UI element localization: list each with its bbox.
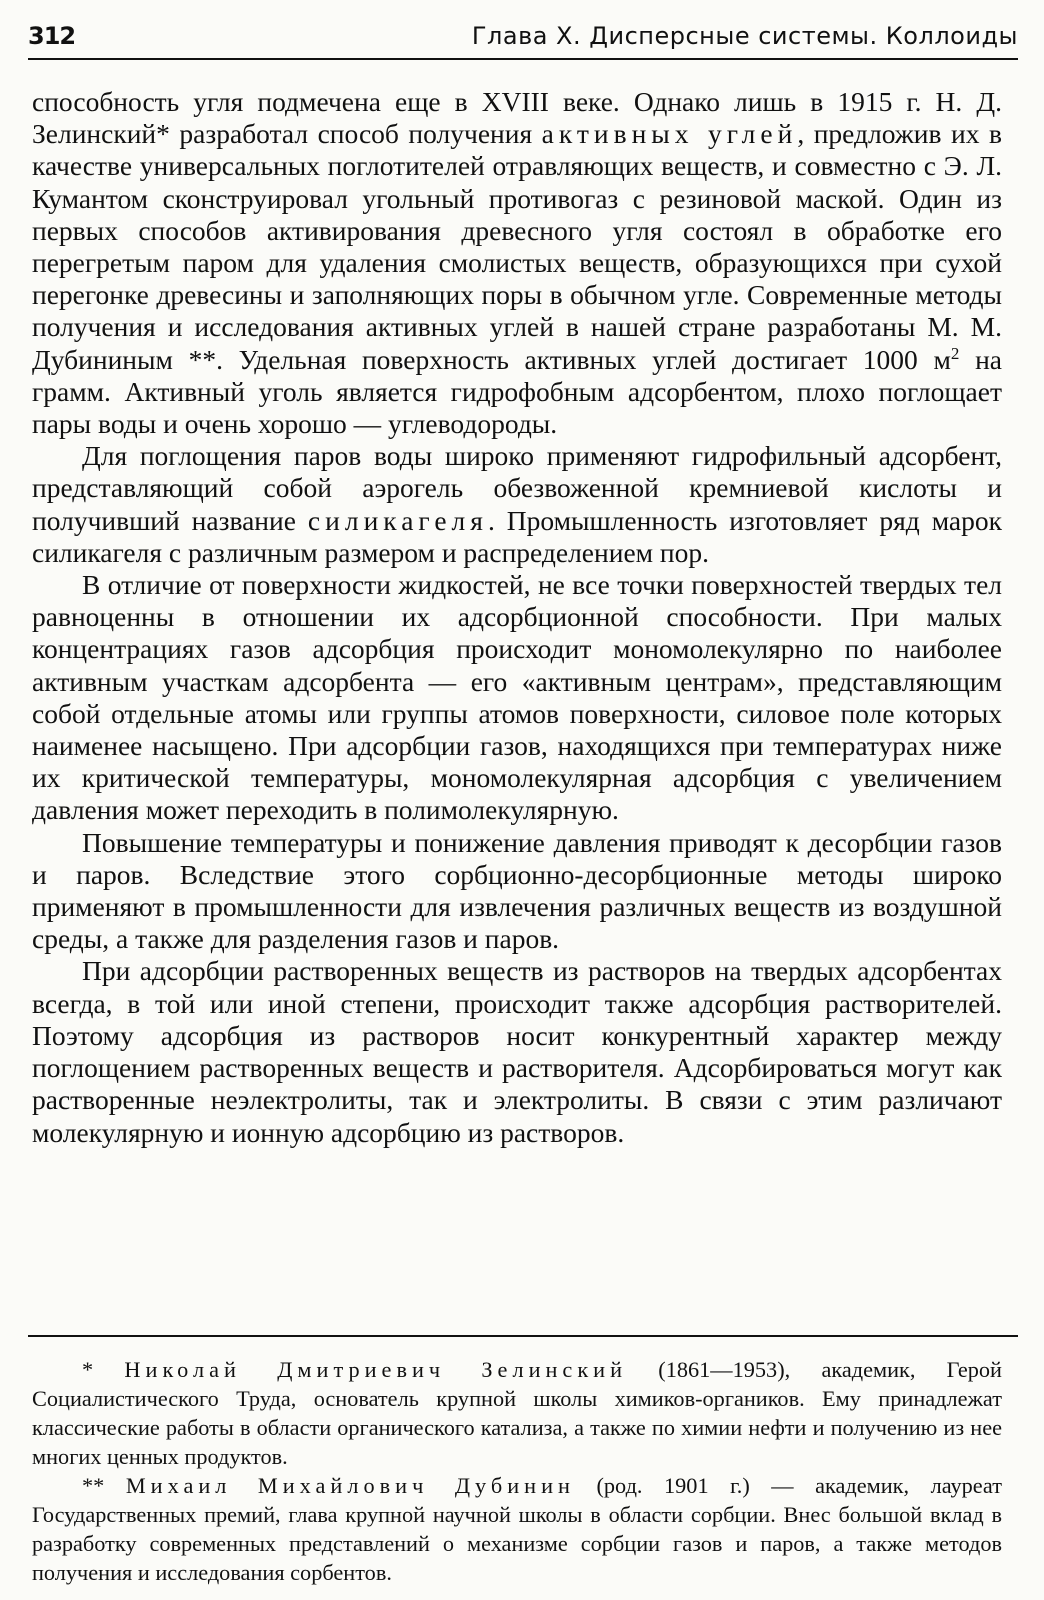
footnote-1-mark: * <box>82 1357 125 1382</box>
paragraph-3: В отличие от поверхности жидкостей, не все точки поверхностей твердых тел равноценны в отношении их адсорбционной способности. При малых концентрациях газов адсорбция происходит мономолекулярно по наиболее активным участкам адсорбента — его «активным центрам», представляющим собой отдельные атомы или группы атомов поверхности, силовое поле которых наименее насыщено. При адсорбции газов, находящихся при температурах ниже их критической температуры, мономолекулярная адсорбция с увеличением давления может переходить в полимолекулярную. <box>32 569 1002 826</box>
paragraph-1-part-c: , предложив их в качестве универсальных поглотителей отравляющих веществ, и совместно с Э. Л. Кумантом сконструировал угольный противогаз с резиновой маской. Один из первых способов активирования древесного угля состоял в обработке его перегретым паром для удаления смолистых веществ, образующихся при сухой перегонке древесины и заполняющих поры в обычном угле. Современные методы получения и исследования активных углей в нашей стране разработаны М. М. Дубининым <box>32 118 1002 375</box>
paragraph-1-part-b: разработал способ получения <box>169 118 542 150</box>
running-header <box>28 18 1018 58</box>
footnote-ref-1: * <box>156 118 170 150</box>
footnote-1-text: (1861—1953), академик, Герой Социалистического Труда, основатель крупной школы химиков-органиков. Ему принадлежат классические работы в области органического катализа, а также по химии нефти и получению из нее многих ценных продуктов. <box>32 1357 1002 1469</box>
footnotes <box>32 1355 1002 1587</box>
paragraph-5: При адсорбции растворенных веществ из растворов на твердых адсорбентах всегда, в той или иной степени, происходит также адсорбция растворителей. Поэтому адсорбция из растворов носит конкурентный характер между поглощением растворенных веществ и растворителя. Адсорбироваться могут как растворенные неэлектролиты, так и электролиты. В связи с этим различают молекулярную и ионную адсорбцию из растворов. <box>32 955 1002 1148</box>
footnote-1 <box>32 1355 1002 1471</box>
footnote-2 <box>32 1471 1002 1587</box>
paragraph-4: Повышение температуры и понижение давления приводят к десорбции газов и паров. Вследствие этого сорбционно-десорбционные методы широко применяют в промышленности для извлечения различных веществ из воздушной среды, а также для разделения газов и паров. <box>32 826 1002 955</box>
main-text <box>32 86 1002 1149</box>
paragraph-1-part-a: способность угля подмечена еще в XVIII веке. Однако лишь в 1915 г. Н. Д. Зелинский <box>32 86 1002 150</box>
footnote-ref-2: ** <box>172 343 217 375</box>
footnote-2-mark: ** <box>82 1473 126 1498</box>
superscript-2: 2 <box>950 343 960 363</box>
paragraph-2 <box>32 440 1002 569</box>
term-active-carbons: активных углей <box>541 118 798 150</box>
chapter-title: Глава X. Дисперсные системы. Коллоиды <box>471 22 1018 50</box>
footnote-1-name: Николай Дмитриевич Зелинский <box>124 1357 628 1382</box>
paragraph-1 <box>32 86 1002 440</box>
paragraph-2-part-a: Для поглощения паров воды широко применяют гидрофильный адсорбент, представляющий собой аэрогель обезвоженной кремниевой кислоты и получивший название <box>32 440 1002 536</box>
term-silica-gel: силикагеля <box>307 504 488 536</box>
footnote-rule <box>28 1335 1018 1337</box>
paragraph-2-part-b: . Промышленность изготовляет ряд марок силикагеля с различным размером и распределением пор. <box>32 504 1002 568</box>
footnote-2-text: (род. 1901 г.) — академик, лауреат Государственных премий, глава крупной научной школы в области сорбции. Внес большой вклад в разработку современных представлений о механизме сорбции газов и паров, а также методов получения и исследования сорбентов. <box>32 1473 1002 1585</box>
header-rule <box>28 58 1018 60</box>
paragraph-1-part-d: . Удельная поверхность активных углей достигает 1000 м <box>216 343 951 375</box>
page-number: 312 <box>28 22 76 50</box>
paragraph-1-part-e: на грамм. Активный уголь является гидрофобным адсорбентом, плохо поглощает пары воды и очень хорошо — углеводороды. <box>32 343 1003 440</box>
footnote-2-name: Михаил Михайлович Дубинин <box>125 1473 575 1498</box>
